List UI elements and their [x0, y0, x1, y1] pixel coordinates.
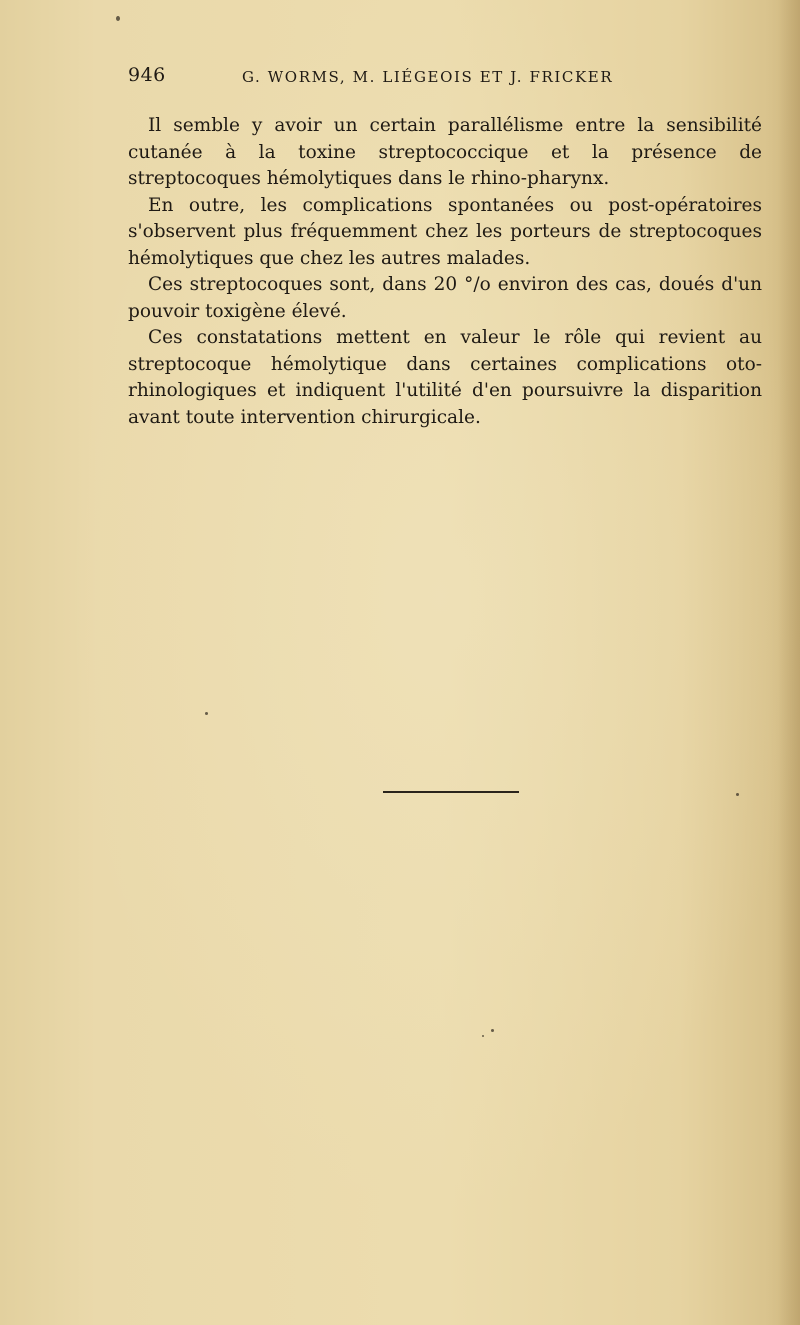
- paper-speck: [205, 712, 208, 715]
- paper-speck: [491, 1029, 494, 1032]
- page-header: [128, 64, 758, 94]
- paragraph: Ces constatations mettent en valeur le rôle qui revient au streptocoque hémolytique dans certaines complications oto-rhinologiques et indiquent l'utilité d'en poursuivre la disparition avant toute intervention chirurgicale.: [128, 327, 762, 428]
- section-end-rule: [383, 791, 519, 793]
- paragraph: Il semble y avoir un certain parallélisme entre la sensibilité cutanée à la toxine streptococcique et la présence de streptocoques hémolytiques dans le rhino-pharynx.: [128, 115, 762, 189]
- paper-speck: [116, 16, 120, 21]
- body-text: [128, 113, 762, 431]
- page-number: 946: [128, 64, 166, 86]
- running-head: G. WORMS, M. LIÉGEOIS ET J. FRICKER: [242, 68, 614, 86]
- paragraph: Ces streptocoques sont, dans 20 °/o environ des cas, doués d'un pouvoir toxigène élevé.: [128, 274, 762, 322]
- paper-speck: [482, 1035, 484, 1037]
- page-edge-shadow: [778, 0, 800, 1325]
- paragraph: En outre, les complications spontanées ou post-opératoires s'observent plus fréquemment chez les porteurs de streptocoques hémolytiques que chez les autres malades.: [128, 194, 762, 269]
- paper-speck: [736, 793, 739, 796]
